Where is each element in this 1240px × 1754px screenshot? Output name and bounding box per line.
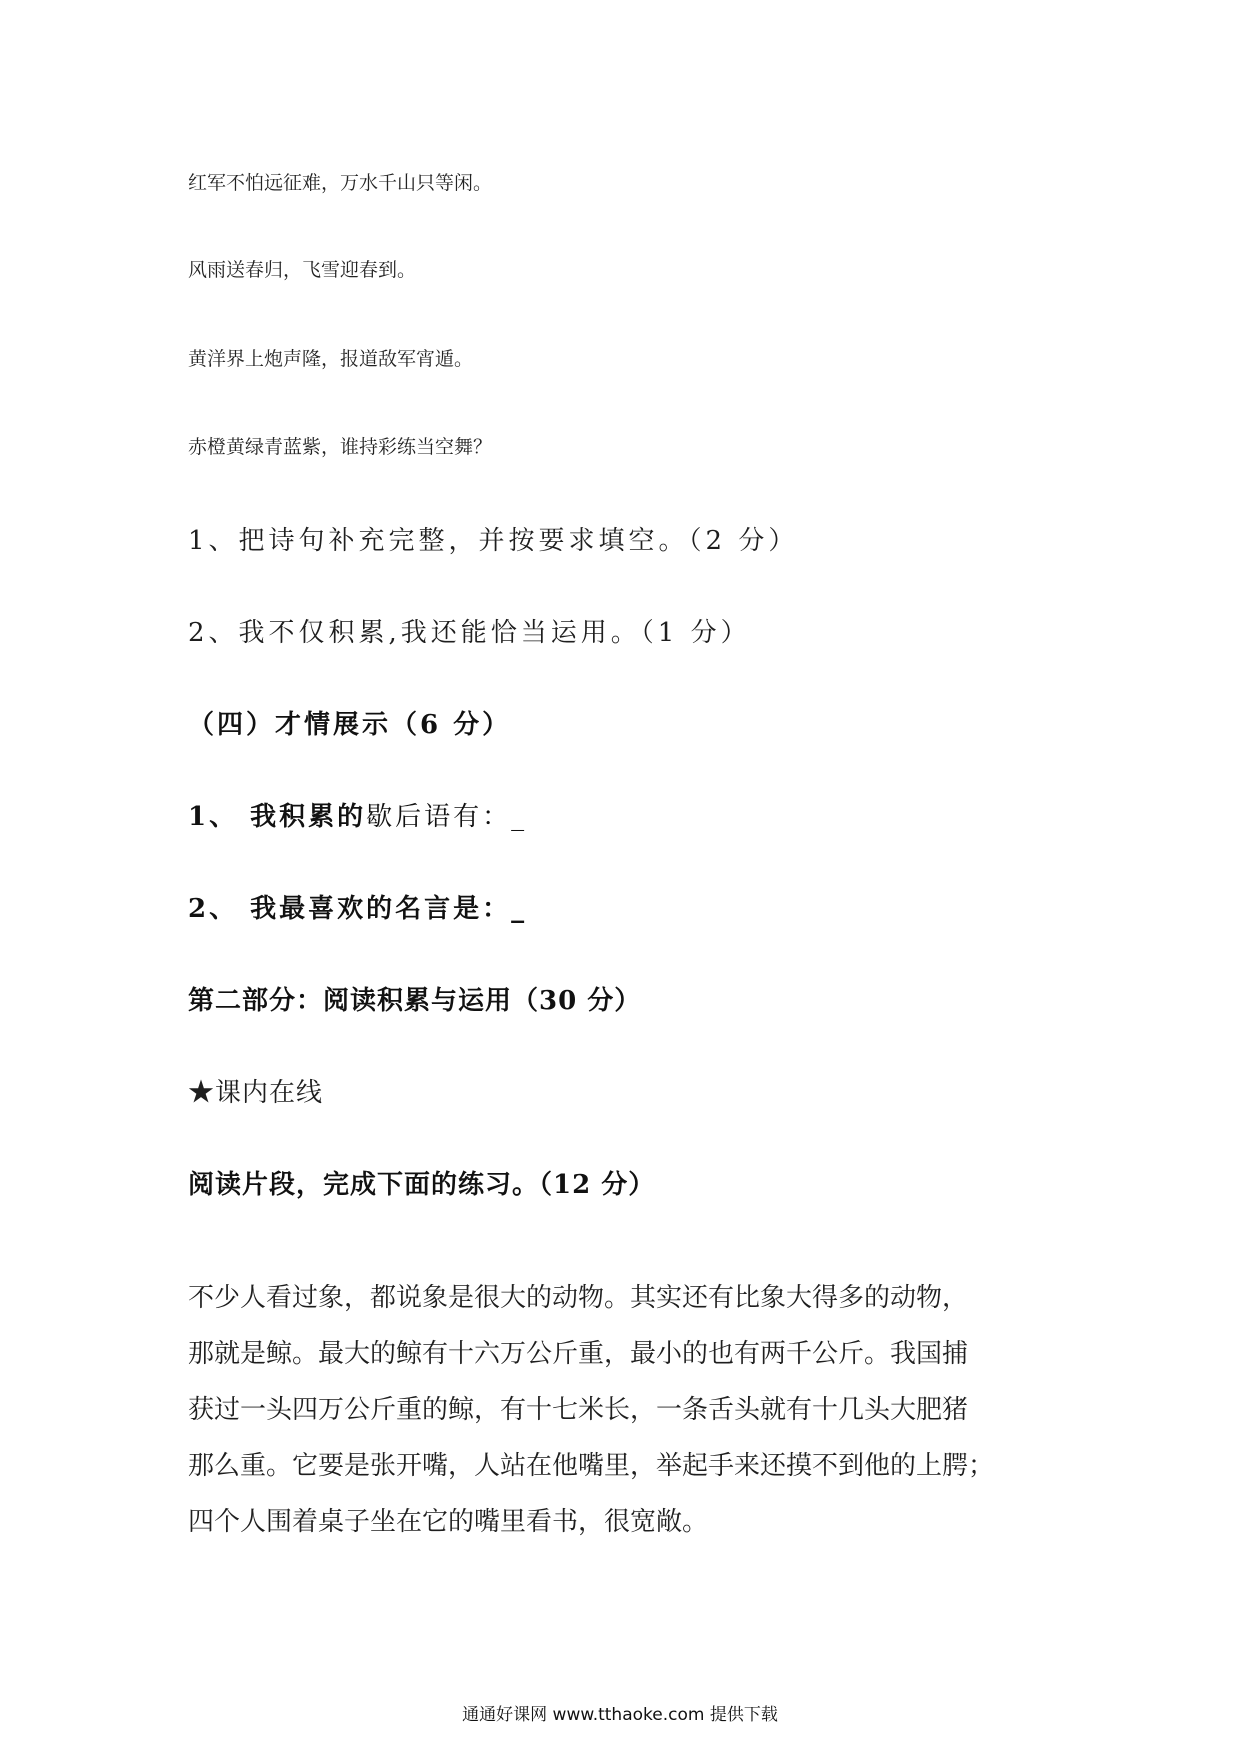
section-4-item-1-rest: 歇后语有：_ — [366, 802, 528, 832]
reading-instruction: 阅读片段，完成下面的练习。（12 分） — [188, 1170, 656, 1200]
section-4-heading: （四）才情展示（6 分） — [188, 710, 512, 740]
question-2: 2、我不仅积累,我还能恰当运用。（1 分） — [188, 618, 751, 648]
poem-line-4: 赤橙黄绿青蓝紫，谁持彩练当空舞？ — [188, 436, 493, 458]
section-4-item-2: 2、 我最喜欢的名言是：_ — [188, 894, 528, 924]
section-4-item-1-bold: 1、 我积累的 — [188, 802, 367, 832]
poem-line-3: 黄洋界上炮声隆，报道敌军宵遁。 — [188, 348, 474, 370]
page-footer: 通通好课网 www.tthaoke.com 提供下载 — [462, 1705, 778, 1725]
poem-line-2: 风雨送春归，飞雪迎春到。 — [188, 259, 417, 281]
section-4-item-1 — [188, 796, 527, 833]
part-2-heading: 第二部分：阅读积累与运用（30 分） — [188, 986, 642, 1016]
passage-line-3: 获过一头四万公斤重的鲸，有十七米长，一条舌头就有十几头大肥猪 — [188, 1395, 969, 1425]
passage-line-4: 那么重。它要是张开嘴，人站在他嘴里，举起手来还摸不到他的上腭； — [188, 1451, 995, 1481]
poem-line-1: 红军不怕远征难，万水千山只等闲。 — [188, 172, 493, 194]
passage-line-2: 那就是鲸。最大的鲸有十六万公斤重，最小的也有两千公斤。我国捕 — [188, 1339, 969, 1369]
passage-line-5: 四个人围着桌子坐在它的嘴里看书，很宽敞。 — [188, 1507, 709, 1537]
passage-line-1: 不少人看过象，都说象是很大的动物。其实还有比象大得多的动物， — [188, 1283, 969, 1313]
part-2-subheading: ★课内在线 — [188, 1078, 324, 1108]
question-1: 1、把诗句补充完整，并按要求填空。（2 分） — [188, 526, 799, 556]
reading-passage — [188, 1270, 1068, 1550]
